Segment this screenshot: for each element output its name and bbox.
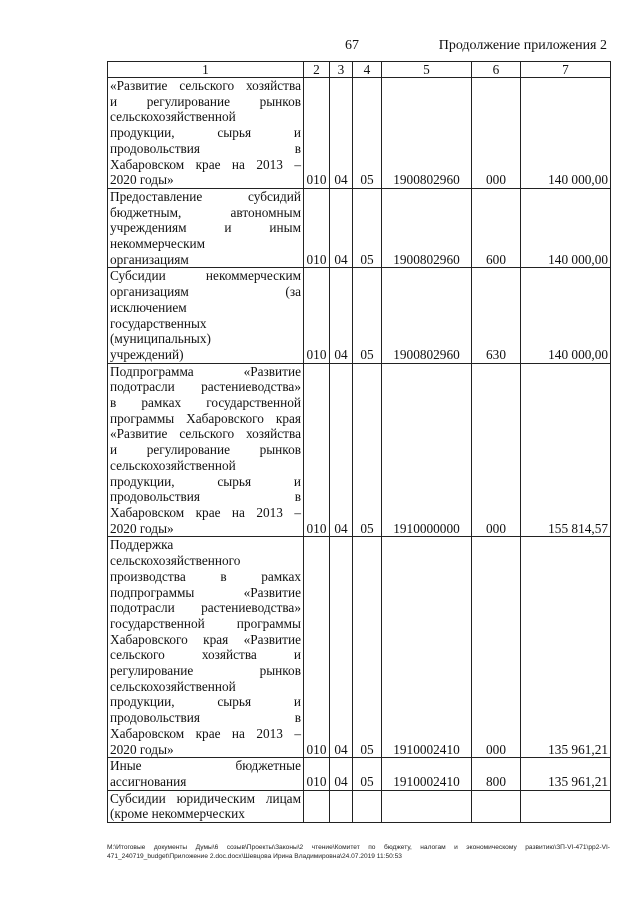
- description-line: Иные бюджетные: [110, 758, 301, 774]
- description-line: государственных: [110, 315, 207, 331]
- description-line: продовольствия в: [110, 710, 301, 726]
- description-line: сельскохозяйственной: [110, 678, 236, 694]
- target-article-code: 1900802960: [382, 188, 472, 268]
- description-line: продукции, сырья и: [110, 125, 301, 141]
- amount-value: 140 000,00: [521, 78, 611, 189]
- column-header: 5: [382, 62, 472, 78]
- row-description: [108, 363, 304, 537]
- table-row: [108, 188, 611, 268]
- amount-value: 135 961,21: [521, 758, 611, 790]
- description-line: сельскохозяйственной: [110, 109, 236, 125]
- target-article-code: 1910002410: [382, 537, 472, 758]
- description-line: исключением: [110, 299, 187, 315]
- description-line: «Развитие сельского хозяйства: [110, 78, 301, 93]
- description-line: Хабаровском крае на 2013 –: [110, 725, 301, 741]
- table-row: [108, 363, 611, 537]
- table-body: [108, 78, 611, 823]
- expense-type-code: [472, 790, 521, 822]
- document-path-footer: M:\Итоговые документы Думы\6 созыв\Проекты\Законы\2 чтение\Комитет по бюджету, налогам и экономическому развитию\ЗП-VI-471\pp2-VI-471_240719_budget\Приложение 2.doc.docx\Шевцова Ирина Владимировна\24.07.2019 11:50:53: [107, 844, 610, 860]
- table-row: [108, 758, 611, 790]
- table-row: [108, 268, 611, 363]
- row-description: [108, 78, 304, 189]
- column-header: 3: [330, 62, 353, 78]
- description-line: и регулирование рынков: [110, 442, 301, 458]
- description-line: Хабаровском крае на 2013 –: [110, 156, 301, 172]
- description-line: учреждениям и иным: [110, 220, 301, 236]
- target-article-code: [382, 790, 472, 822]
- column-header: 1: [108, 62, 304, 78]
- description-line: (муниципальных): [110, 331, 211, 347]
- description-line: и регулирование рынков: [110, 93, 301, 109]
- table-row: [108, 537, 611, 758]
- subsection-code: 05: [353, 268, 382, 363]
- subsection-code: 05: [353, 363, 382, 537]
- description-line: «Развитие сельского хозяйства: [110, 426, 301, 442]
- expense-type-code: 600: [472, 188, 521, 268]
- expense-type-code: 000: [472, 537, 521, 758]
- expense-type-code: 000: [472, 78, 521, 189]
- target-article-code: 1900802960: [382, 78, 472, 189]
- description-line: сельскохозяйственного: [110, 553, 241, 569]
- section-code: 04: [330, 537, 353, 758]
- amount-value: 135 961,21: [521, 537, 611, 758]
- column-header: 7: [521, 62, 611, 78]
- ministry-code: 010: [304, 188, 330, 268]
- description-line: Подпрограмма «Развитие: [110, 363, 301, 379]
- description-line: Хабаровском крае на 2013 –: [110, 504, 301, 520]
- subsection-code: 05: [353, 758, 382, 790]
- description-line: подпрограммы «Развитие: [110, 584, 301, 600]
- table-row: [108, 78, 611, 189]
- ministry-code: 010: [304, 758, 330, 790]
- section-code: 04: [330, 268, 353, 363]
- section-code: 04: [330, 188, 353, 268]
- description-line: Субсидии юридическим лицам: [110, 790, 301, 806]
- description-line: в рамках государственной: [110, 395, 301, 411]
- subsection-code: 05: [353, 537, 382, 758]
- expense-type-code: 000: [472, 363, 521, 537]
- description-line: 2020 годы»: [110, 520, 174, 536]
- description-line: 2020 годы»: [110, 741, 174, 757]
- amount-value: [521, 790, 611, 822]
- amount-value: 155 814,57: [521, 363, 611, 537]
- ministry-code: 010: [304, 268, 330, 363]
- description-line: подотрасли растениеводства»: [110, 379, 301, 395]
- target-article-code: 1900802960: [382, 268, 472, 363]
- description-line: ассигнования: [110, 773, 187, 789]
- description-line: подотрасли растениеводства»: [110, 600, 301, 616]
- row-description: [108, 268, 304, 363]
- section-code: [330, 790, 353, 822]
- description-line: Предоставление субсидий: [110, 188, 301, 204]
- target-article-code: 1910002410: [382, 758, 472, 790]
- description-line: организациям (за: [110, 284, 301, 300]
- table-row: [108, 790, 611, 822]
- section-code: 04: [330, 758, 353, 790]
- ministry-code: 010: [304, 537, 330, 758]
- budget-table: [107, 61, 611, 823]
- section-code: 04: [330, 363, 353, 537]
- description-line: продовольствия в: [110, 140, 301, 156]
- subsection-code: [353, 790, 382, 822]
- description-line: производства в рамках: [110, 568, 301, 584]
- table-header-row: [108, 62, 611, 78]
- ministry-code: 010: [304, 78, 330, 189]
- description-line: Субсидии некоммерческим: [110, 268, 301, 284]
- description-line: некоммерческим: [110, 236, 206, 252]
- description-line: сельского хозяйства и: [110, 647, 301, 663]
- description-line: учреждений): [110, 346, 184, 362]
- amount-value: 140 000,00: [521, 268, 611, 363]
- description-line: организациям: [110, 251, 189, 267]
- ministry-code: 010: [304, 363, 330, 537]
- description-line: Поддержка: [110, 537, 174, 553]
- column-header: 6: [472, 62, 521, 78]
- description-line: сельскохозяйственной: [110, 457, 236, 473]
- amount-value: 140 000,00: [521, 188, 611, 268]
- description-line: (кроме некоммерческих: [110, 806, 245, 822]
- continuation-label: Продолжение приложения 2: [438, 38, 607, 53]
- subsection-code: 05: [353, 78, 382, 189]
- row-description: [108, 790, 304, 822]
- page-number: 67: [345, 38, 359, 53]
- target-article-code: 1910000000: [382, 363, 472, 537]
- section-code: 04: [330, 78, 353, 189]
- description-line: Хабаровского края «Развитие: [110, 631, 301, 647]
- description-line: продукции, сырья и: [110, 473, 301, 489]
- column-header: 2: [304, 62, 330, 78]
- row-description: [108, 758, 304, 790]
- ministry-code: [304, 790, 330, 822]
- description-line: 2020 годы»: [110, 172, 174, 188]
- description-line: продукции, сырья и: [110, 694, 301, 710]
- expense-type-code: 800: [472, 758, 521, 790]
- subsection-code: 05: [353, 188, 382, 268]
- description-line: продовольствия в: [110, 489, 301, 505]
- column-header: 4: [353, 62, 382, 78]
- expense-type-code: 630: [472, 268, 521, 363]
- row-description: [108, 537, 304, 758]
- description-line: бюджетным, автономным: [110, 204, 301, 220]
- description-line: государственной программы: [110, 615, 301, 631]
- row-description: [108, 188, 304, 268]
- description-line: регулирование рынков: [110, 663, 301, 679]
- description-line: программы Хабаровского края: [110, 410, 301, 426]
